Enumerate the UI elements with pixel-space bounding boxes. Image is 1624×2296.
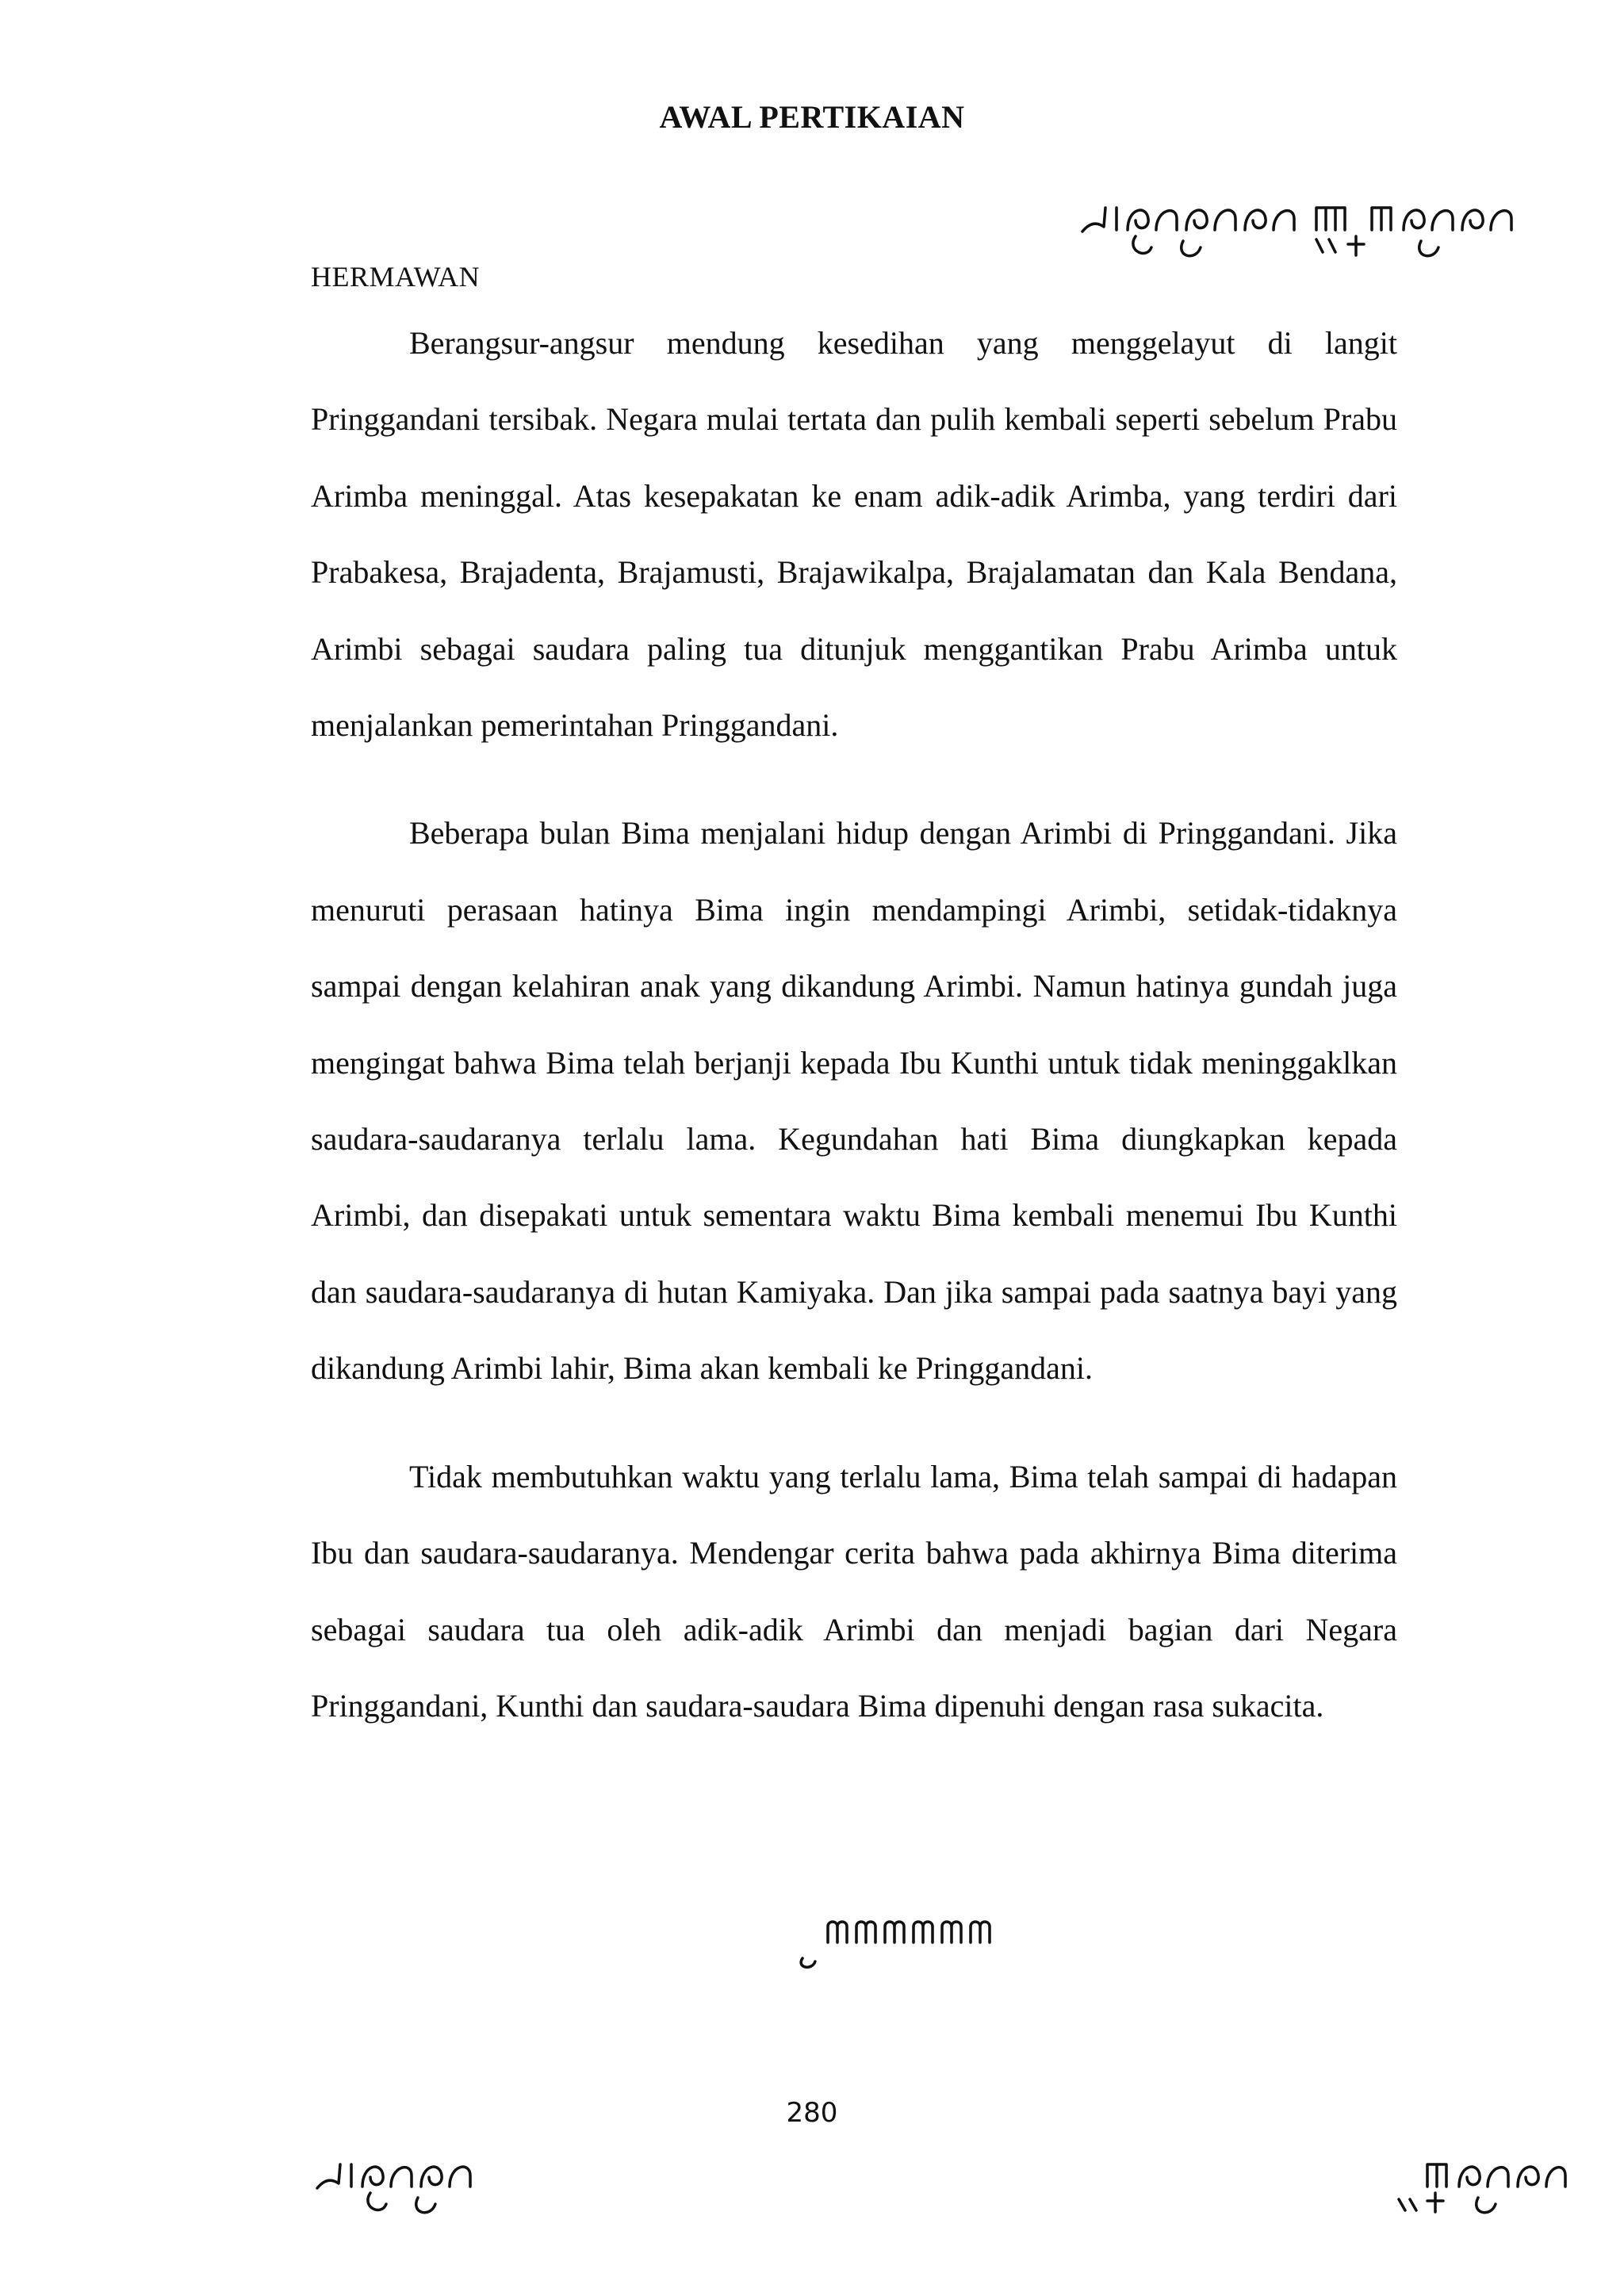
page-number: 280 — [786, 2097, 838, 2129]
paragraph: Beberapa bulan Bima menjalani hidup dengan Arimbi di Pringgandani. Jika menuruti perasaan hatinya Bima ingin mendampingi Arimbi, setidak-tidaknya sampai dengan kelahiran anak yang dikandung Arimbi. Namun hatinya gundah juga mengingat bahwa Bima telah berjanji kepada Ibu Kunthi untuk tidak meninggaklkan saudara-saudaranya terlalu lama. Kegundahan hati Bima diungkapkan kepada Arimbi, dan disepakati untuk sementara waktu Bima kembali menemui Ibu Kunthi dan saudara-saudaranya di hutan Kamiyaka. Dan jika sampai pada saatnya bayi yang dikandung Arimbi lahir, Bima akan kembali ke Pringgandani. — [311, 815, 1397, 1387]
paragraph: Tidak membutuhkan waktu yang terlalu lama, Bima telah sampai di hadapan Ibu dan saudara-saudaranya. Mendengar cerita bahwa pada akhirnya Bima diterima sebagai saudara tua oleh adik-adik Arimbi dan menjadi bagian dari Negara Pringgandani, Kunthi dan saudara-saudara Bima dipenuhi dengan rasa sukacita. — [311, 1458, 1397, 1724]
story-body — [311, 305, 1397, 1776]
javanese-script-heading — [1078, 184, 1570, 271]
paragraph: Berangsur-angsur mendung kesedihan yang menggelayut di langit Pringgandani tersibak. Negara mulai tertata dan pulih kembali seperti sebelum Prabu Arimba meninggal. Atas kesepakatan ke enam adik-adik Arimba, yang terdiri dari Prabakesa, Brajadenta, Brajamusti, Brajawikalpa, Brajalamatan dan Kala Bendana, Arimbi sebagai saudara paling tua ditunjuk menggantikan Prabu Arimba untuk menjalankan pemerintahan Pringgandani. — [311, 325, 1397, 744]
javanese-script-footer-right — [1396, 2141, 1570, 2228]
javanese-script-ornament — [793, 1911, 1007, 1974]
author-name: HERMAWAN — [311, 261, 481, 293]
chapter-title: AWAL PERTIKAIAN — [659, 99, 965, 135]
javanese-script-footer-left — [313, 2141, 504, 2228]
